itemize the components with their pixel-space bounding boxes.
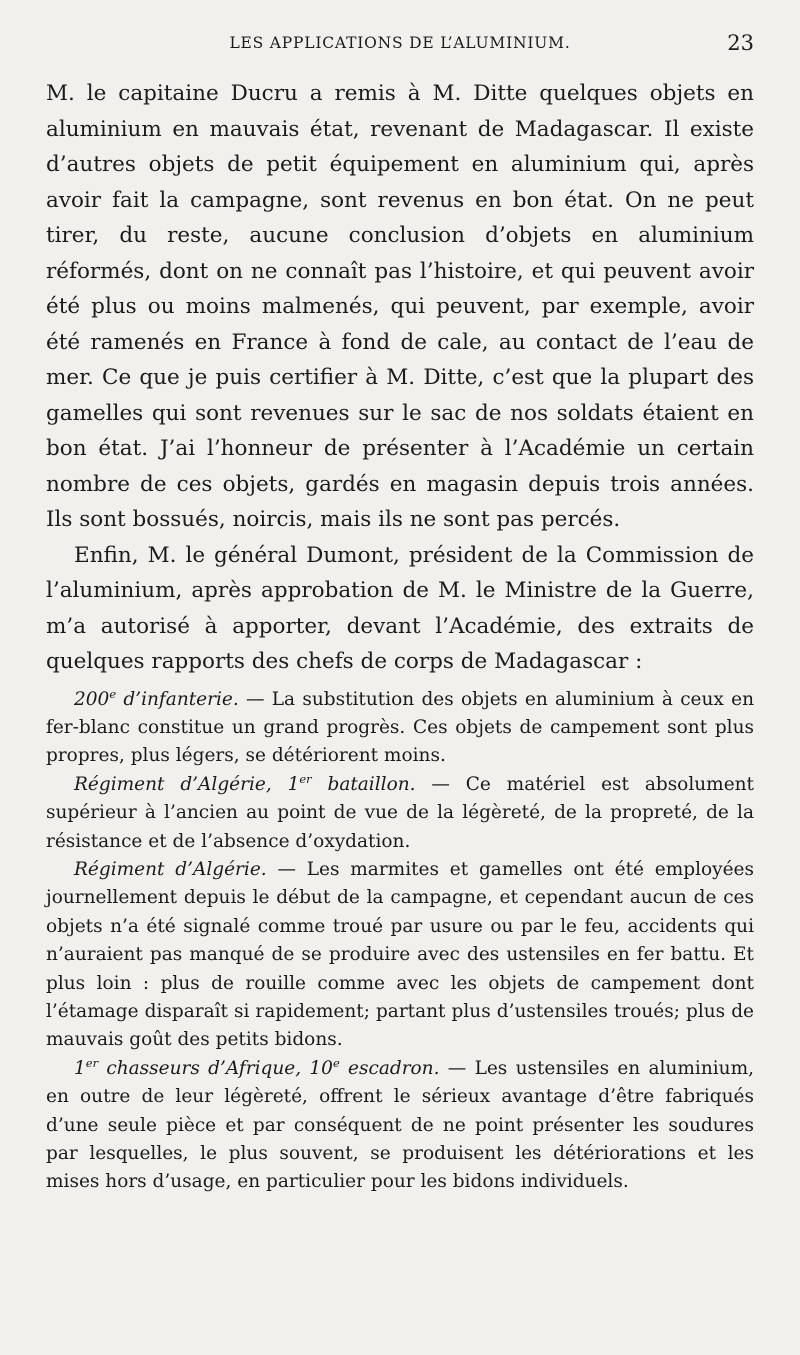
report-text: — Ce matériel est absolument supérieur à l’ancien au point de vue de la légèreté, de la propreté, de la résistance et de l’absence d’oxydation. xyxy=(46,773,754,852)
report-paragraph xyxy=(46,856,754,1055)
report-text: — La substitution des objets en aluminium à ceux en fer-blanc constitue un grand progrès. Ces objets de campement sont plus propres, plus légers, se détériorent moins. xyxy=(46,688,754,767)
report-paragraph xyxy=(46,1055,754,1197)
running-title: LES APPLICATIONS DE L’ALUMINIUM. xyxy=(229,34,571,52)
report-text: — Les marmites et gamelles ont été employées journellement depuis le début de la campagne, et cependant aucun de ces objets n’a été signalé comme troué par usure ou par le feu, accidents qui n’auraient pas manqué de se produire avec des ustensiles en fer battu. Et plus loin : plus de rouille comme avec les objets de campement dont l’étamage disparaît si rapidement; partant plus d’ustensiles troués; plus de mauvais goût des petits bidons. xyxy=(46,858,754,1051)
report-unit: Régiment d’Algérie, 1er bataillon. xyxy=(74,771,416,795)
page-number: 23 xyxy=(727,31,754,55)
report-unit: Régiment d’Algérie. xyxy=(74,858,267,880)
report-paragraph xyxy=(46,686,754,771)
report-text: — Les ustensiles en aluminium, en outre de leur légèreté, offrent le sérieux avantage d’être fabriqués d’une seule pièce et par conséquent de ne point présenter les soudures par lesquelles, le plus souvent, se produisent les détériorations et les mises hors d’usage, en particulier pour les bidons individuels. xyxy=(46,1057,754,1193)
body-text xyxy=(46,76,754,1197)
paragraph: M. le capitaine Ducru a remis à M. Ditte quelques objets en aluminium en mauvais état, revenant de Madagascar. Il existe d’autres objets de petit équipement en aluminium qui, après avoir fait la campagne, sont revenus en bon état. On ne peut tirer, du reste, aucune conclusion d’objets en aluminium réformés, dont on ne connaît pas l’histoire, et qui peuvent avoir été plus ou moins malmenés, qui peuvent, par exemple, avoir été ramenés en France à fond de cale, au contact de l’eau de mer. Ce que je puis certifier à M. Ditte, c’est que la plupart des gamelles qui sont revenues sur le sac de nos soldats étaient en bon état. J’ai l’honneur de présenter à l’Académie un certain nombre de ces objets, gardés en magasin depuis trois années. Ils sont bossués, noircis, mais ils ne sont pas percés. xyxy=(46,81,754,532)
paragraph: Enfin, M. le général Dumont, président de la Commission de l’aluminium, après approbation de M. le Ministre de la Guerre, m’a autorisé à apporter, devant l’Académie, des extraits de quelques rapports des chefs de corps de Madagascar : xyxy=(46,542,754,674)
page-header xyxy=(46,31,754,64)
report-unit: 200e d’infanterie. xyxy=(74,686,239,710)
report-paragraph xyxy=(46,771,754,856)
report-unit: 1er chasseurs d’Afrique, 10e escadron. xyxy=(74,1055,440,1079)
